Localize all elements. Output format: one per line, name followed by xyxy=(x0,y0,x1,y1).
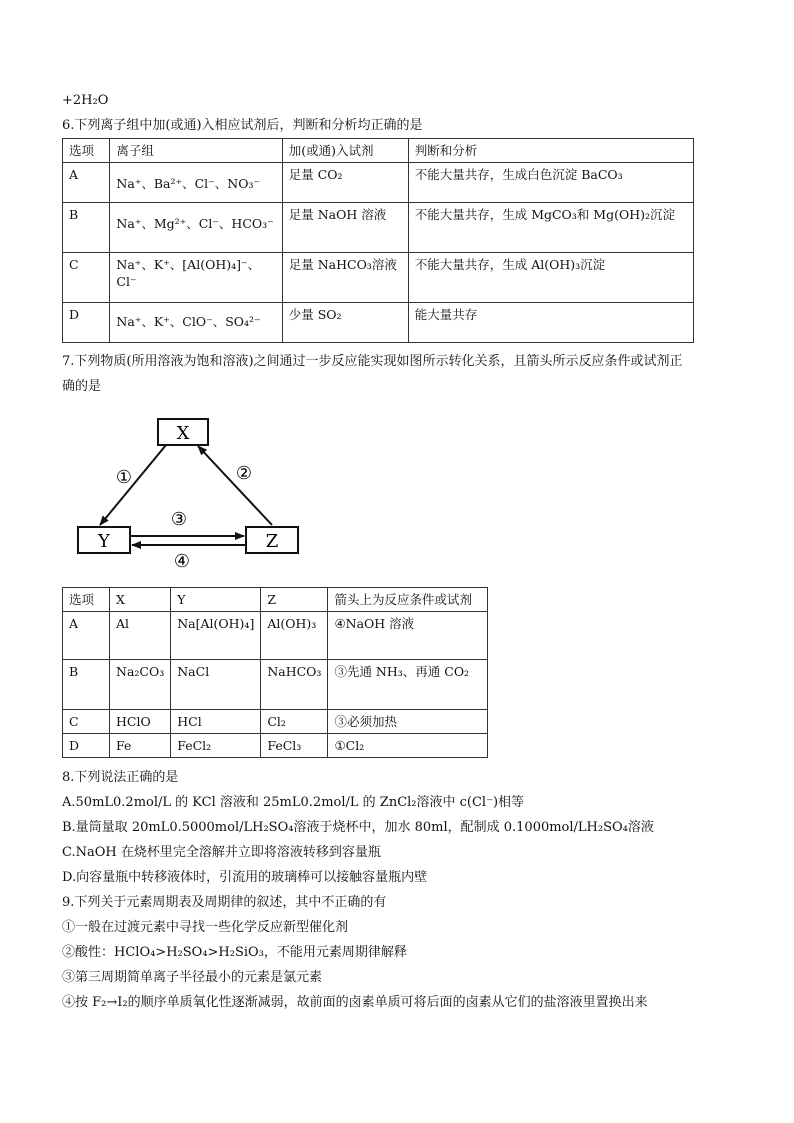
q7-condition-cell: ③必须加热 xyxy=(328,710,488,734)
arrow-label-2: ② xyxy=(235,463,253,484)
table-row xyxy=(63,303,694,343)
q7-y-cell: Na[Al(OH)₄] xyxy=(171,612,261,660)
q7-option-cell: D xyxy=(63,734,110,758)
q6-reagent-cell: 少量 SO₂ xyxy=(282,303,408,343)
table-row xyxy=(63,163,694,203)
q6-stem: 6.下列离子组中加(或通)入相应试剂后，判断和分析均正确的是 xyxy=(62,118,423,133)
q7-y-cell: NaCl xyxy=(171,660,261,710)
q6-header-cell: 离子组 xyxy=(110,139,282,163)
previous-question-tail: +2H₂O xyxy=(62,93,109,108)
q9-stem: 9.下列关于元素周期表及周期律的叙述，其中不正确的有 xyxy=(62,895,387,910)
node-y-label: Y xyxy=(98,531,110,552)
q6-ions-cell: Na⁺、Mg²⁺、Cl⁻、HCO₃⁻ xyxy=(110,203,282,253)
q7-header-cell: Z xyxy=(261,588,328,612)
q6-ions-cell: Na⁺、Ba²⁺、Cl⁻、NO₃⁻ xyxy=(110,163,282,203)
q6-option-cell: C xyxy=(63,253,110,303)
q6-option-cell: B xyxy=(63,203,110,253)
table-row xyxy=(63,612,488,660)
q7-y-cell: HCl xyxy=(171,710,261,734)
q7-header-cell: 选项 xyxy=(63,588,110,612)
q6-analysis-cell: 不能大量共存，生成 Al(OH)₃沉淀 xyxy=(408,253,693,303)
q6-header-cell: 选项 xyxy=(63,139,110,163)
q7-x-cell: Na₂CO₃ xyxy=(110,660,171,710)
q9-item-1: ①一般在过渡元素中寻找一些化学反应新型催化剂 xyxy=(62,920,349,935)
conversion-diagram xyxy=(62,405,322,585)
arrow-label-4: ④ xyxy=(173,551,191,572)
q9-item-4: ④按 F₂→I₂的顺序单质氧化性逐渐减弱，故前面的卤素单质可将后面的卤素从它们的盐溶液里置换出来 xyxy=(62,995,648,1010)
q8-option-b: B.量筒量取 20mL0.5000mol/LH₂SO₄溶液于烧杯中，加水 80ml，配制成 0.1000mol/LH₂SO₄溶液 xyxy=(62,820,654,835)
q7-x-cell: Fe xyxy=(110,734,171,758)
arrow-label-1: ① xyxy=(115,467,133,488)
q7-header-cell: X xyxy=(110,588,171,612)
q6-analysis-cell: 不能大量共存，生成白色沉淀 BaCO₃ xyxy=(408,163,693,203)
q6-analysis-cell: 不能大量共存，生成 MgCO₃和 Mg(OH)₂沉淀 xyxy=(408,203,693,253)
q7-y-cell: FeCl₂ xyxy=(171,734,261,758)
q6-option-cell: D xyxy=(63,303,110,343)
table-row xyxy=(63,203,694,253)
q7-z-cell: Al(OH)₃ xyxy=(261,612,328,660)
q6-reagent-cell: 足量 NaOH 溶液 xyxy=(282,203,408,253)
q7-x-cell: Al xyxy=(110,612,171,660)
table-row xyxy=(63,660,488,710)
q7-stem-line1: 7.下列物质(所用溶液为饱和溶液)之间通过一步反应能实现如图所示转化关系，且箭头所示反应条件或试剂正 xyxy=(62,354,683,369)
q7-table xyxy=(62,587,488,758)
q6-analysis-cell: 能大量共存 xyxy=(408,303,693,343)
q7-header-cell: Y xyxy=(171,588,261,612)
q8-option-d: D.向容量瓶中转移液体时，引流用的玻璃棒可以接触容量瓶内壁 xyxy=(62,870,428,885)
q9-item-2: ②酸性：HClO₄>H₂SO₄>H₂SiO₃，不能用元素周期律解释 xyxy=(62,945,407,960)
q8-stem: 8.下列说法正确的是 xyxy=(62,770,179,785)
q7-condition-cell: ④NaOH 溶液 xyxy=(328,612,488,660)
q7-z-cell: Cl₂ xyxy=(261,710,328,734)
q7-option-cell: C xyxy=(63,710,110,734)
q6-ions-cell: Na⁺、K⁺、[Al(OH)₄]⁻、Cl⁻ xyxy=(110,253,282,303)
q7-option-cell: A xyxy=(63,612,110,660)
q6-option-cell: A xyxy=(63,163,110,203)
q7-header-cell: 箭头上为反应条件或试剂 xyxy=(328,588,488,612)
q7-condition-cell: ③先通 NH₃、再通 CO₂ xyxy=(328,660,488,710)
q6-table xyxy=(62,138,694,343)
node-x-label: X xyxy=(176,423,190,444)
table-row xyxy=(63,253,694,303)
q8-option-a: A.50mL0.2mol/L 的 KCl 溶液和 25mL0.2mol/L 的 ZnCl₂溶液中 c(Cl⁻)相等 xyxy=(62,795,525,810)
q6-header-row xyxy=(63,139,694,163)
table-row xyxy=(63,734,488,758)
q6-reagent-cell: 足量 CO₂ xyxy=(282,163,408,203)
arrow-label-3: ③ xyxy=(170,509,188,530)
q7-z-cell: FeCl₃ xyxy=(261,734,328,758)
q7-z-cell: NaHCO₃ xyxy=(261,660,328,710)
q6-reagent-cell: 足量 NaHCO₃溶液 xyxy=(282,253,408,303)
q7-condition-cell: ①Cl₂ xyxy=(328,734,488,758)
arrow-x-to-y xyxy=(100,445,166,525)
q6-header-cell: 判断和分析 xyxy=(408,139,693,163)
q8-option-c: C.NaOH 在烧杯里完全溶解并立即将溶液转移到容量瓶 xyxy=(62,845,381,860)
q6-ions-cell: Na⁺、K⁺、ClO⁻、SO₄²⁻ xyxy=(110,303,282,343)
q9-item-3: ③第三周期简单离子半径最小的元素是氯元素 xyxy=(62,970,323,985)
q6-header-cell: 加(或通)入试剂 xyxy=(282,139,408,163)
q7-header-row xyxy=(63,588,488,612)
table-row xyxy=(63,710,488,734)
q7-option-cell: B xyxy=(63,660,110,710)
q7-x-cell: HClO xyxy=(110,710,171,734)
q7-stem-line2: 确的是 xyxy=(62,379,102,394)
node-z-label: Z xyxy=(265,531,279,552)
arrow-z-to-x xyxy=(198,446,272,525)
